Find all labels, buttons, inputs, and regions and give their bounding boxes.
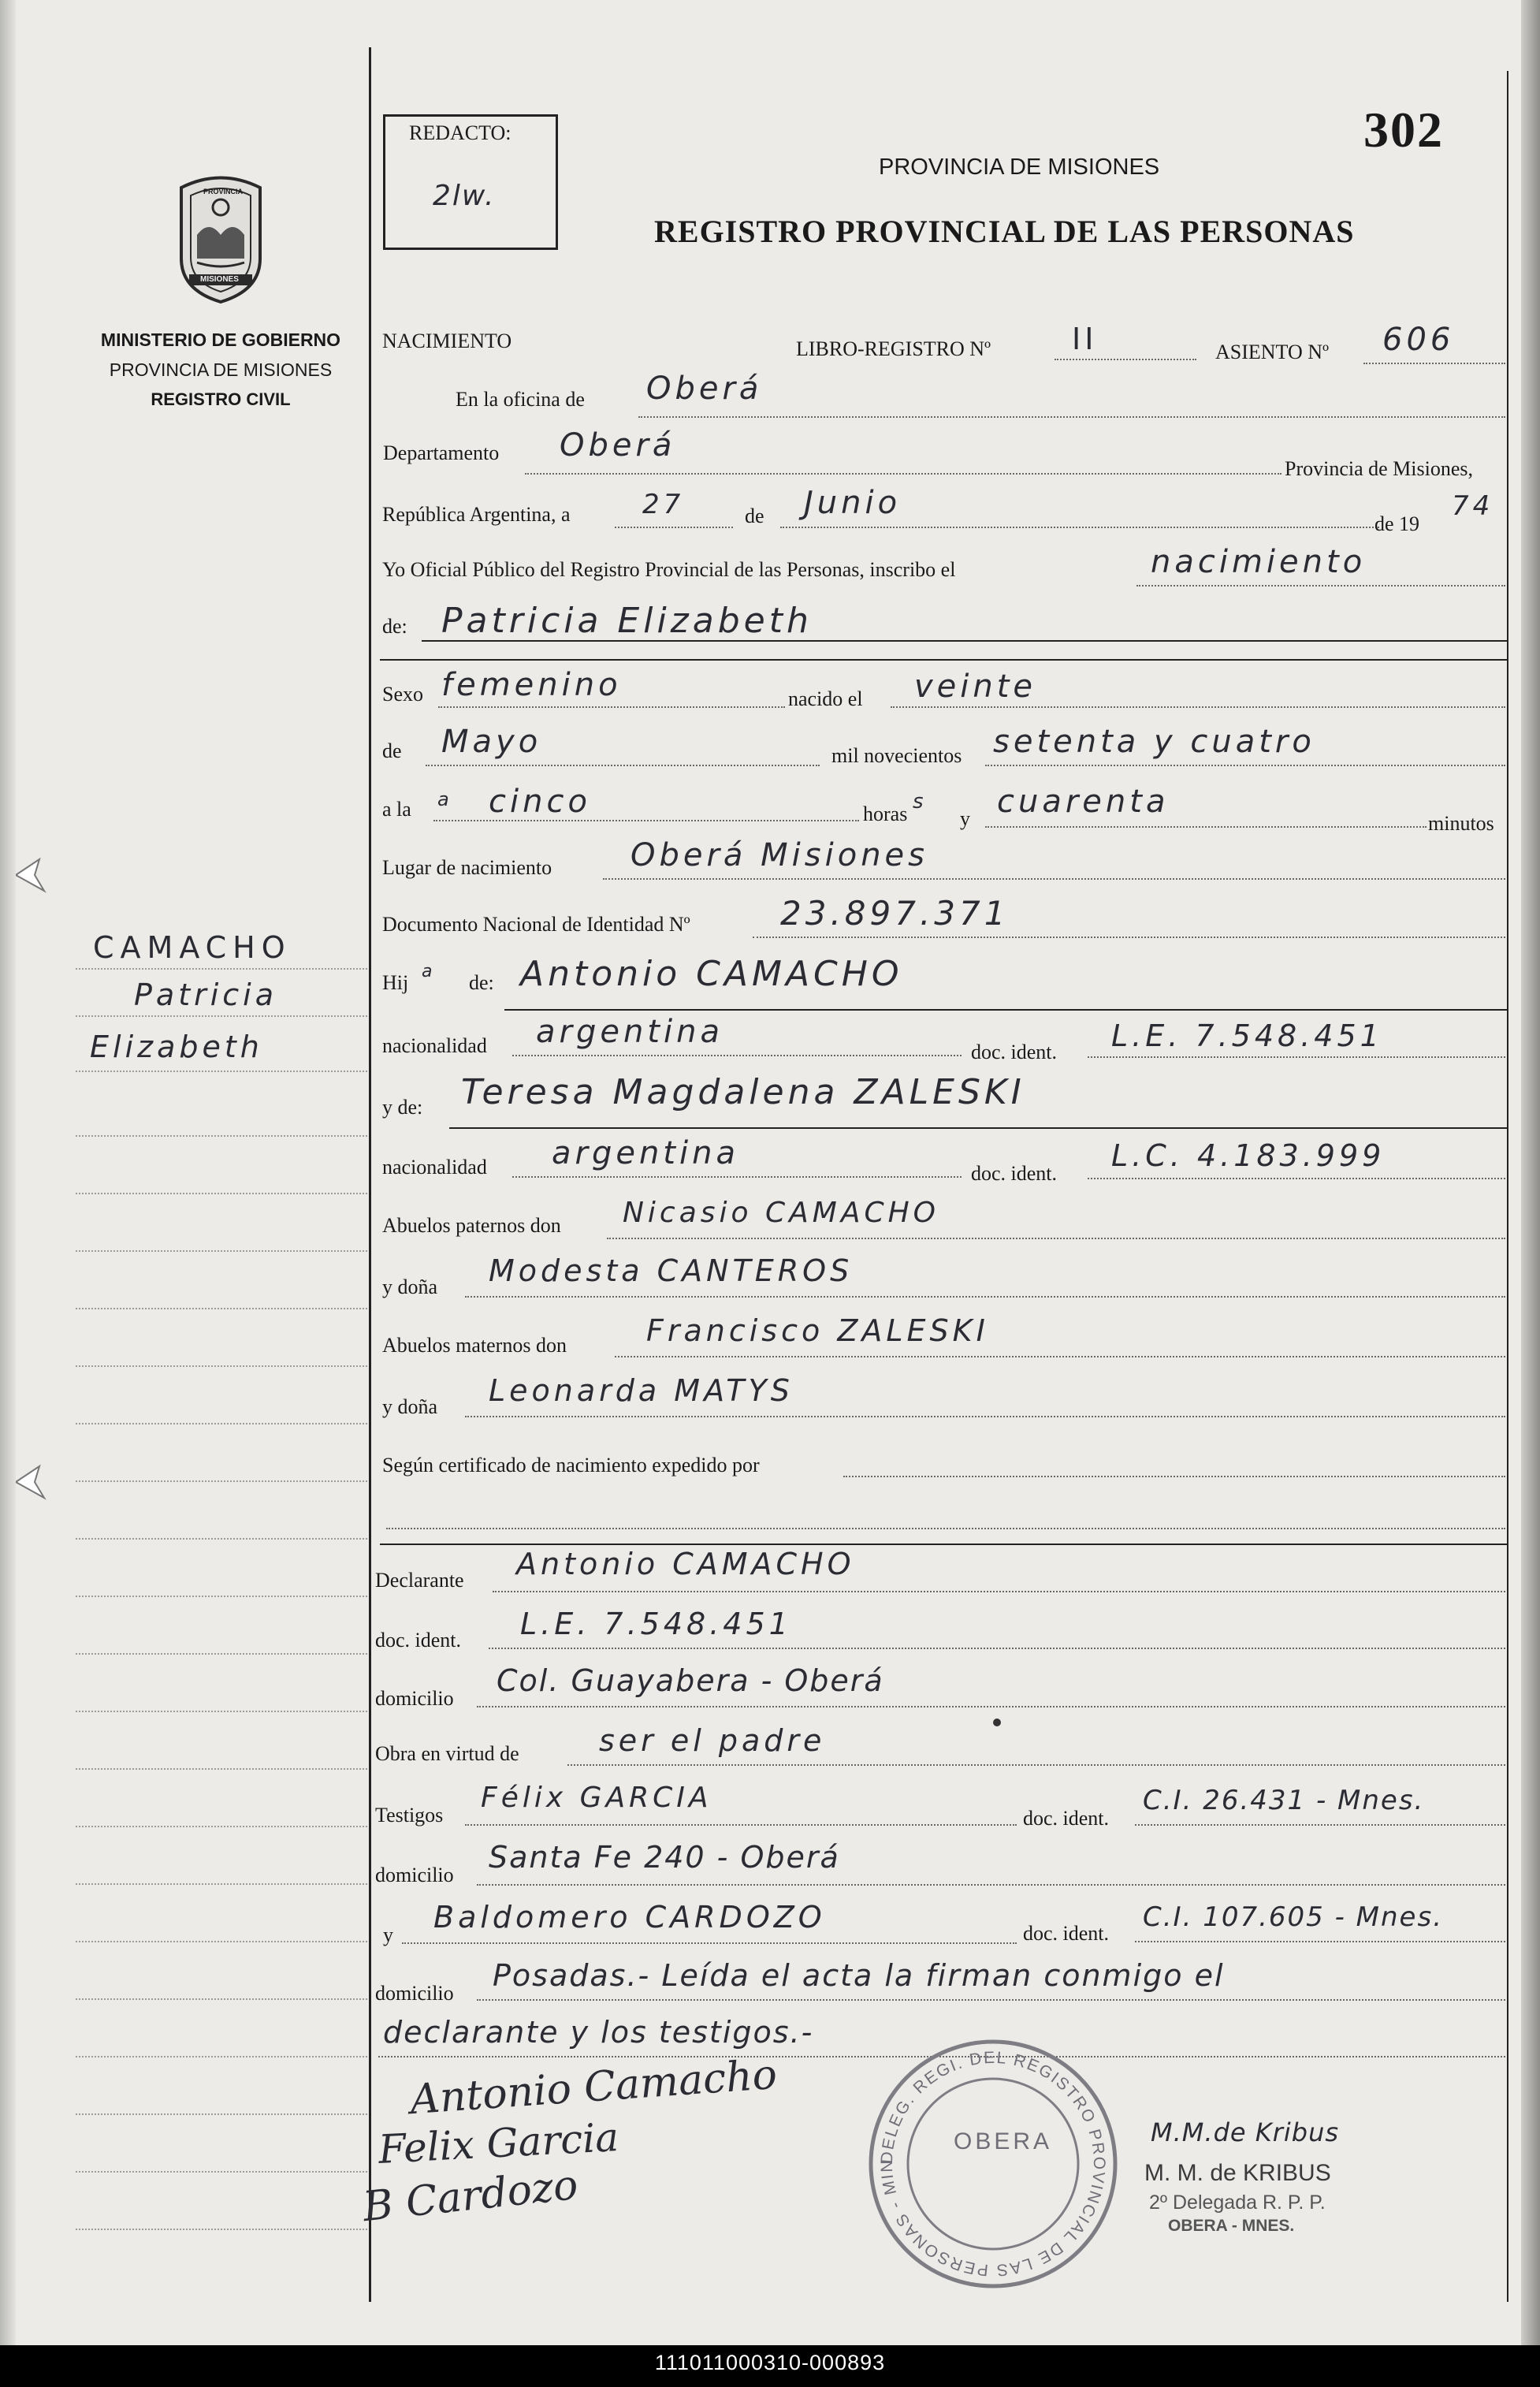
de19-label: de 19 <box>1374 512 1420 535</box>
lugar-label: Lugar de nacimiento <box>382 856 552 879</box>
testigo2-doc-value: C.I. 107.605 - Mnes. <box>1143 1901 1443 1933</box>
testigo1-value: Félix GARCIA <box>481 1782 712 1814</box>
madre-nac-value: argentina <box>552 1135 739 1171</box>
form-number: 302 <box>1363 102 1444 158</box>
horas-label: horas <box>863 802 908 825</box>
declarante-line <box>493 1591 1505 1592</box>
stamp-ring-text: DELEG. REGI. DEL REGISTRO PROVINCIAL DE LAS PERSONAS - MIN <box>877 2048 1109 2280</box>
abuelo-pat-line <box>607 1238 1505 1239</box>
doc-ident-label-2: doc. ident. <box>971 1162 1058 1185</box>
margin-rule <box>76 1883 367 1885</box>
testigo2-y-label: y <box>383 1923 393 1946</box>
right-border <box>1507 71 1508 2302</box>
nacido-mes-line <box>426 765 820 766</box>
testigos-label: Testigos <box>375 1804 444 1827</box>
margin-surname: CAMACHO <box>93 930 292 965</box>
decl-dom-line <box>477 1706 1505 1707</box>
testigo1-doc-label: doc. ident. <box>1023 1807 1110 1830</box>
margin-rule <box>76 2171 367 2173</box>
margin-rule <box>76 2229 367 2230</box>
madre-line <box>449 1127 1507 1129</box>
hij-label: Hij <box>382 971 409 994</box>
asiento-value: 606 <box>1382 322 1455 358</box>
province-title: PROVINCIA DE MISIONES <box>879 155 1160 180</box>
margin-rule <box>76 1250 367 1252</box>
madre-doc-line <box>1088 1178 1505 1179</box>
emblem-text-bottom: MISIONES <box>200 275 239 284</box>
nacido-mes-value: Mayo <box>441 724 542 760</box>
redacto-label: REDACTO: <box>409 121 511 144</box>
libro-value: II <box>1072 322 1098 356</box>
mil-label: mil novecientos <box>831 744 962 767</box>
testigo1-doc-value: C.I. 26.431 - Mnes. <box>1143 1785 1425 1816</box>
nombre-value: Patricia Elizabeth <box>441 601 813 641</box>
margin-rule <box>76 1480 367 1482</box>
official-signature: M.M.de Kribus <box>1151 2117 1340 2147</box>
dia-line <box>615 527 733 528</box>
testigo2-doc-line <box>1135 1941 1505 1942</box>
de-colon-label: de: <box>382 615 407 638</box>
margin-rule <box>76 1711 367 1712</box>
testigo2-value: Baldomero CARDOZO <box>433 1900 826 1935</box>
cierre-value: declarante y los testigos.- <box>383 2015 814 2050</box>
margin-rule <box>76 1826 367 1827</box>
mes-line <box>780 527 1379 528</box>
provincia-label: Provincia de Misiones, <box>1285 457 1474 480</box>
padre-doc-value: L.E. 7.548.451 <box>1111 1018 1383 1053</box>
sexo-value: femenino <box>441 667 622 703</box>
nacido-anio-line <box>985 765 1505 766</box>
libro-label: LIBRO-REGISTRO Nº <box>796 337 991 360</box>
margin-rule <box>76 1768 367 1770</box>
de-colon-2: de: <box>469 971 494 994</box>
testigo2-doc-label: doc. ident. <box>1023 1922 1110 1945</box>
padre-value: Antonio CAMACHO <box>520 954 903 994</box>
testigo2-line <box>402 1942 1017 1944</box>
departamento-line <box>525 473 1281 475</box>
binding-clip <box>16 851 39 899</box>
y-dona-label-2: y doña <box>382 1395 438 1418</box>
decl-dom-value: Col. Guayabera - Oberá <box>497 1663 884 1698</box>
page-edge <box>1521 0 1540 2345</box>
official-place: OBERA - MNES. <box>1168 2217 1295 2235</box>
y-de-label: y de: <box>382 1096 423 1119</box>
testigo1-dom-line <box>477 1884 1505 1886</box>
redacto-box <box>383 114 558 250</box>
doc-ident-label: doc. ident. <box>971 1041 1058 1063</box>
nacido-dia-value: veinte <box>914 668 1037 705</box>
testigo1-line <box>465 1824 1017 1826</box>
nacionalidad-label-2: nacionalidad <box>382 1156 487 1179</box>
testigo2-dom-label: domicilio <box>375 1982 454 2005</box>
y-label: y <box>960 807 970 830</box>
anio-value: 74 <box>1452 490 1494 522</box>
official-name: M. M. de KRIBUS <box>1144 2160 1331 2186</box>
redacto-value: 2lw. <box>433 180 496 212</box>
republica-label: República Argentina, a <box>382 503 571 526</box>
margin-rule <box>76 1941 367 1942</box>
oficina-label: En la oficina de <box>456 388 585 411</box>
decl-doc-line <box>489 1648 1505 1649</box>
binding-edge <box>0 0 16 2345</box>
obra-line <box>567 1764 1505 1766</box>
segun-line-2 <box>386 1528 1505 1529</box>
yo-oficial-label: Yo Oficial Público del Registro Provincial de las Personas, inscribo el <box>382 558 956 581</box>
dni-line <box>753 937 1505 938</box>
madre-value: Teresa Magdalena ZALESKI <box>461 1072 1025 1112</box>
decl-dom-label: domicilio <box>375 1687 454 1710</box>
hora-value: cinco <box>489 784 591 820</box>
margin-rule <box>76 1071 367 1072</box>
margin-rule <box>76 968 367 970</box>
abuelo-mat-line <box>615 1356 1505 1357</box>
minutos-line <box>985 826 1427 828</box>
y-dona-label: y doña <box>382 1275 438 1298</box>
ministry-header <box>71 325 370 415</box>
dia-value: 27 <box>642 489 685 520</box>
section-divider <box>380 1544 1507 1545</box>
declarante-value: Antonio CAMACHO <box>516 1547 855 1581</box>
asiento-line <box>1363 363 1505 364</box>
libro-line <box>1055 359 1196 360</box>
horas-suffix: s <box>913 790 928 814</box>
obra-label: Obra en virtud de <box>375 1742 519 1765</box>
abuelo-mat-value: Francisco ZALESKI <box>646 1313 989 1348</box>
hora-line <box>433 820 859 821</box>
testigo1-dom-value: Santa Fe 240 - Oberá <box>489 1840 840 1875</box>
obra-value: ser el padre <box>599 1723 826 1758</box>
hij-suffix: a <box>422 962 437 981</box>
padre-nac-value: argentina <box>536 1014 724 1050</box>
lugar-line <box>603 878 1505 880</box>
margin-middlename: Elizabeth <box>90 1030 263 1064</box>
stamp-center: OBERA <box>954 2128 1053 2154</box>
abuelos-mat-label: Abuelos maternos don <box>382 1334 567 1357</box>
abuela-mat-line <box>465 1416 1505 1417</box>
decl-doc-label: doc. ident. <box>375 1629 462 1652</box>
nacido-label: nacido el <box>788 687 863 710</box>
madre-nac-line <box>512 1176 962 1178</box>
nacionalidad-label: nacionalidad <box>382 1034 487 1057</box>
sexo-line <box>438 706 785 708</box>
departamento-label: Departamento <box>383 441 500 464</box>
ministry-line: MINISTERIO DE GOBIERNO <box>100 330 341 350</box>
nacimiento-label: NACIMIENTO <box>382 330 512 352</box>
abuela-mat-value: Leonarda MATYS <box>489 1373 794 1408</box>
minutos-value: cuarenta <box>997 784 1170 820</box>
padre-line <box>504 1009 1507 1011</box>
a-la-label: a la <box>382 798 411 821</box>
signature-testigo2: B Cardozo <box>360 2161 581 2232</box>
padre-doc-line <box>1088 1056 1505 1058</box>
abuela-pat-line <box>465 1296 1505 1298</box>
margin-rule <box>76 1308 367 1309</box>
inscribo-line <box>1136 585 1505 587</box>
signature-declarante: Antonio Camacho <box>408 2050 779 2124</box>
margin-rule <box>76 1596 367 1597</box>
declarante-label: Declarante <box>375 1569 464 1592</box>
asiento-label: ASIENTO Nº <box>1215 341 1330 363</box>
oficina-line <box>638 416 1505 418</box>
nacido-line <box>891 706 1505 708</box>
emblem-text-top: PROVINCIA <box>203 188 244 196</box>
testigo1-doc-line <box>1135 1824 1505 1826</box>
nacido-anio-value: setenta y cuatro <box>993 724 1315 760</box>
departamento-value: Oberá <box>560 427 676 464</box>
province-emblem <box>166 172 276 306</box>
margin-rule <box>76 1653 367 1655</box>
document-id: 111011000310-000893 <box>654 2351 886 2374</box>
lugar-value: Oberá Misiones <box>631 837 929 873</box>
oficina-value: Oberá <box>646 371 763 407</box>
margin-rule <box>76 1998 367 2000</box>
margin-rule <box>76 1423 367 1424</box>
official-role: 2º Delegada R. P. P. <box>1149 2191 1326 2214</box>
testigo1-dom-label: domicilio <box>375 1864 454 1886</box>
padre-nac-line <box>512 1055 962 1056</box>
segun-label: Según certificado de nacimiento expedido por <box>382 1454 760 1477</box>
margin-rule <box>76 1538 367 1540</box>
margin-rule <box>76 1193 367 1194</box>
dni-value: 23.897.371 <box>780 894 1010 933</box>
official-stamp <box>863 2034 1123 2294</box>
margin-rule <box>76 1365 367 1367</box>
testigo2-dom-line <box>477 1999 1505 2001</box>
certificate-page <box>16 0 1521 2345</box>
margin-rule <box>76 1135 367 1137</box>
abuela-pat-value: Modesta CANTEROS <box>489 1253 854 1288</box>
de-mes-label: de <box>382 739 402 762</box>
margin-rule <box>76 2113 367 2115</box>
signature-testigo1: Felix Garcia <box>377 2114 620 2173</box>
binding-clip <box>16 1458 39 1506</box>
mes-value: Junio <box>804 485 902 521</box>
dni-label: Documento Nacional de Identidad Nº <box>382 913 690 936</box>
margin-firstname: Patricia <box>134 978 278 1012</box>
hora-prefix: a <box>437 788 453 810</box>
inscribo-value: nacimiento <box>1151 544 1367 580</box>
registry-line: REGISTRO CIVIL <box>151 389 291 409</box>
decl-doc-value: L.E. 7.548.451 <box>520 1607 792 1641</box>
ink-dot <box>993 1719 1001 1726</box>
registry-title: REGISTRO PROVINCIAL DE LAS PERSONAS <box>654 214 1355 249</box>
abuelos-pat-label: Abuelos paternos don <box>382 1214 561 1237</box>
minutos-label: minutos <box>1428 812 1494 835</box>
margin-rule <box>76 2056 367 2057</box>
testigo2-dom-value: Posadas.- Leída el acta la firman conmigo el <box>493 1958 1225 1993</box>
de-label: de <box>745 505 764 527</box>
segun-line <box>843 1476 1505 1477</box>
section-divider <box>380 659 1507 661</box>
abuelo-pat-value: Nicasio CAMACHO <box>623 1197 940 1229</box>
margin-rule <box>76 1015 367 1017</box>
province-line: PROVINCIA DE MISIONES <box>109 359 333 380</box>
sexo-label: Sexo <box>382 683 423 706</box>
madre-doc-value: L.C. 4.183.999 <box>1111 1138 1386 1173</box>
